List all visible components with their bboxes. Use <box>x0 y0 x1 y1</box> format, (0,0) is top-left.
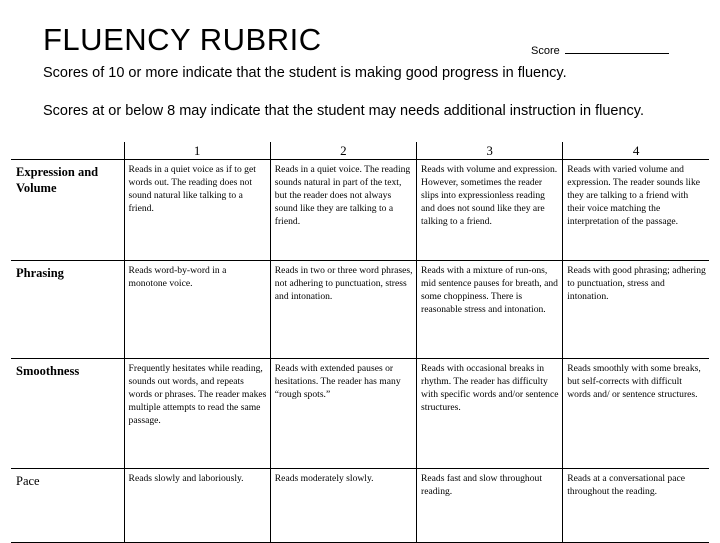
rubric-cell: Frequently hesitates while reading, sounds out words, and repeats words or phrases. The reader makes multiple attempts to read the same passage. <box>124 359 270 469</box>
rubric-cell: Reads with occasional breaks in rhythm. The reader has difficulty with specific words and/or sentence structures. <box>417 359 563 469</box>
intro-progress-note: Scores of 10 or more indicate that the student is making good progress in fluency. <box>43 65 567 81</box>
rubric-cell: Reads with volume and expression. However, sometimes the reader slips into expressionless reading and does not sound like they are talking to a friend. <box>417 160 563 261</box>
rubric-cell: Reads moderately slowly. <box>270 469 416 543</box>
rubric-row-pace <box>11 469 709 543</box>
rubric-cell: Reads with good phrasing; adhering to punctuation, stress and intonation. <box>563 261 709 359</box>
intro-instruction-note: Scores at or below 8 may indicate that the student may needs additional instruction in fluency. <box>43 103 645 119</box>
page-title: FLUENCY RUBRIC <box>43 22 322 57</box>
rubric-cell: Reads in two or three word phrases, not adhering to punctuation, stress and intonation. <box>270 261 416 359</box>
header-score-1: 1 <box>124 142 270 160</box>
criterion-label: Pace <box>11 469 124 543</box>
rubric-cell: Reads in a quiet voice as if to get words out. The reading does not sound natural like talking to a friend. <box>124 160 270 261</box>
rubric-row-expression <box>11 160 709 261</box>
criterion-label: Expression and Volume <box>11 160 124 261</box>
header-criterion <box>11 142 124 160</box>
rubric-cell: Reads word-by-word in a monotone voice. <box>124 261 270 359</box>
score-field <box>531 44 669 57</box>
rubric-cell: Reads with varied volume and expression. The reader sounds like they are talking to a friend with their voice matching the interpretation of the passage. <box>563 160 709 261</box>
criterion-label: Smoothness <box>11 359 124 469</box>
rubric-cell: Reads fast and slow throughout reading. <box>417 469 563 543</box>
header-score-2: 2 <box>270 142 416 160</box>
rubric-cell: Reads smoothly with some breaks, but self-corrects with difficult words and/ or sentence structures. <box>563 359 709 469</box>
rubric-cell: Reads in a quiet voice. The reading sounds natural in part of the text, but the reader does not always sound like they are talking to a friend. <box>270 160 416 261</box>
fluency-rubric-table <box>11 142 709 543</box>
rubric-cell: Reads with a mixture of run-ons, mid sentence pauses for breath, and some choppiness. There is reasonable stress and intonation. <box>417 261 563 359</box>
rubric-cell: Reads slowly and laboriously. <box>124 469 270 543</box>
rubric-cell: Reads at a conversational pace throughout the reading. <box>563 469 709 543</box>
rubric-cell: Reads with extended pauses or hesitations. The reader has many “rough spots.” <box>270 359 416 469</box>
rubric-header-row <box>11 142 709 160</box>
header-score-4: 4 <box>563 142 709 160</box>
score-blank-line <box>565 44 669 54</box>
rubric-row-phrasing <box>11 261 709 359</box>
rubric-row-smoothness <box>11 359 709 469</box>
score-label: Score <box>531 45 560 57</box>
criterion-label: Phrasing <box>11 261 124 359</box>
header-score-3: 3 <box>417 142 563 160</box>
